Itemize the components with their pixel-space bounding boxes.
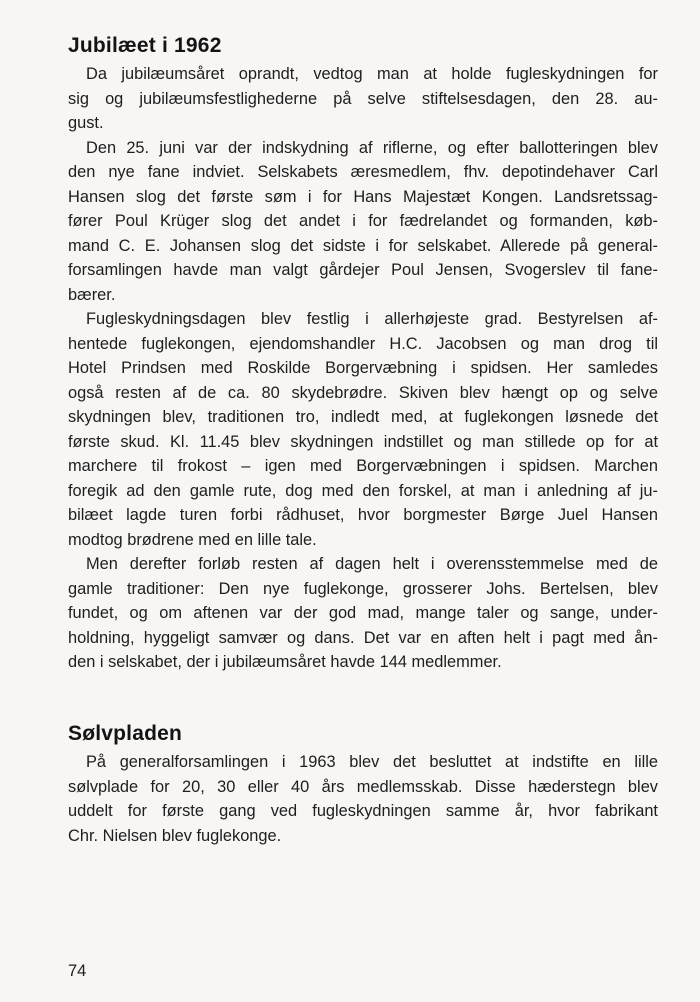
paragraph — [68, 136, 658, 308]
text-line: forsamlingen havde man valgt gårdejer Poul Jensen, Svogerslev til fane- — [68, 261, 658, 279]
section-heading: Jubilæet i 1962 — [68, 34, 222, 57]
paragraph — [68, 750, 658, 848]
text-line: fører Poul Krüger slog det andet i for fædrelandet og formanden, køb- — [68, 212, 658, 230]
text-line: Hansen slog det første søm i for Hans Majestæt Kongen. Landsretssag- — [68, 187, 658, 206]
text-line: bærer. — [68, 285, 116, 304]
page-number: 74 — [68, 962, 87, 980]
text-line: sølvplade for 20, 30 eller 40 års medlemsskab. Disse hæderstegn blev — [68, 777, 658, 796]
text-line: Da jubilæumsåret oprandt, vedtog man at holde fugleskydningen for — [86, 65, 658, 83]
text-line: gust. — [68, 114, 104, 132]
text-line: Fugleskydningsdagen blev festlig i allerhøjeste grad. Bestyrelsen af- — [86, 310, 658, 328]
text-line: skydningen blev, traditionen tro, indledt med, at fuglekongen løsnede det — [68, 408, 658, 426]
text-line: bilæet lagde turen forbi rådhuset, hvor borgmester Børge Juel Hansen — [68, 506, 658, 524]
text-line: sig og jubilæumsfestlighederne på selve stiftelsesdagen, den 28. au- — [68, 89, 658, 108]
text-line: den i selskabet, der i jubilæumsåret havde 144 medlemmer. — [68, 653, 502, 671]
text-line: Chr. Nielsen blev fuglekonge. — [68, 826, 282, 845]
text-line: marchere til frokost – igen med Borgervæbningen i spidsen. Marchen — [68, 457, 658, 475]
text-line: foregik ad den gamle rute, dog med den forskel, at man i anledning af ju- — [68, 481, 658, 500]
section-heading: Sølvpladen — [68, 722, 183, 745]
text-line: uddelt for første gang ved fugleskydningen samme år, hvor fabrikant — [68, 802, 658, 820]
text-line: gamle traditioner: Den nye fuglekonge, grosserer Johs. Bertelsen, blev — [68, 579, 658, 598]
text-line: også resten af de ca. 80 skydebrødre. Skiven blev hængt op og selve — [68, 383, 658, 402]
text-line: hentede fuglekongen, ejendomshandler H.C. Jacobsen og man drog til — [68, 334, 658, 353]
section-soelvpladen — [68, 722, 658, 848]
section-jubilaeet — [68, 34, 658, 675]
text-line: fundet, og om aftenen var der god mad, mange taler og sange, under- — [68, 604, 658, 622]
paragraph — [68, 307, 658, 552]
paragraph — [68, 552, 658, 675]
text-line: Hotel Prindsen med Roskilde Borgervæbning i spidsen. Her samledes — [68, 359, 658, 377]
section-body — [68, 62, 658, 675]
text-line: holdning, hyggeligt samvær og dans. Det var en aften helt i pagt med ån- — [68, 628, 658, 647]
text-line: På generalforsamlingen i 1963 blev det besluttet at indstifte en lille — [86, 753, 658, 771]
text-line: den nye fane indviet. Selskabets æresmedlem, fhv. depotindehaver Carl — [68, 163, 658, 181]
text-line: modtog brødrene med en lille tale. — [68, 530, 317, 549]
section-body — [68, 750, 658, 848]
paragraph — [68, 62, 658, 136]
text-line: første skud. Kl. 11.45 blev skydningen indstillet og man stillede op for at — [68, 432, 658, 451]
text-line: Den 25. juni var der indskydning af riflerne, og efter ballotteringen blev — [86, 138, 658, 157]
text-line: mand C. E. Johansen slog det sidste i for selskabet. Allerede på general- — [68, 236, 658, 255]
text-line: Men derefter forløb resten af dagen helt i overensstemmelse med de — [86, 555, 658, 573]
